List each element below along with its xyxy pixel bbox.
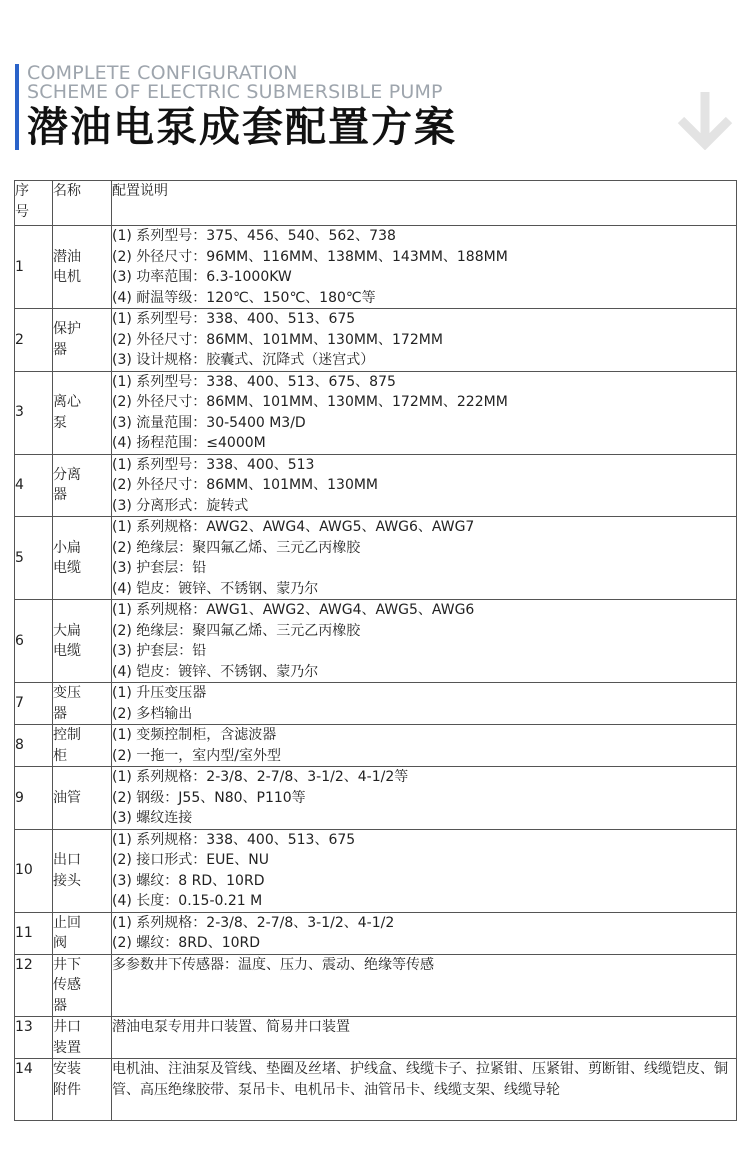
row-number: 9 [15,767,53,830]
row-name [53,454,112,517]
row-number: 3 [15,371,53,454]
table-row [15,371,737,454]
table-row [15,683,737,725]
row-name-text: 井口装置 [53,1019,81,1056]
config-item: (2) 一拖一，室内型/室外型 [112,747,281,764]
table-row [15,912,737,954]
config-item: (2) 外径尺寸：96MM、116MM、138MM、143MM、188MM [112,248,508,265]
config-item: (2) 多档输出 [112,705,193,722]
config-item: (3) 功率范围：6.3-1000KW [112,269,292,285]
row-number: 8 [15,725,53,767]
row-description [112,683,737,725]
config-item: (1) 系列型号：338、400、513、675、875 [112,373,396,390]
row-name [53,912,112,954]
config-item: (3) 螺纹连接 [112,810,193,826]
table-row [15,600,737,683]
accent-bar [15,64,19,150]
config-item: 多参数井下传感器：温度、压力、震动、绝缘等传感 [112,956,434,973]
table-row [15,309,737,372]
config-item: (1) 系列规格：2-3/8、2-7/8、3-1/2、4-1/2等 [112,769,409,785]
row-name [53,725,112,767]
table-row [15,954,737,1017]
config-item: (3) 螺纹：8 RD、10RD [112,872,265,889]
row-name-text: 控制柜 [53,727,81,764]
row-description [112,600,737,683]
row-number: 4 [15,454,53,517]
row-name-text: 油管 [53,789,81,806]
row-number: 10 [15,829,53,912]
row-name-text: 出口接头 [53,852,81,889]
row-number: 14 [15,1059,53,1121]
row-name-text: 分离器 [53,466,81,504]
row-description [112,767,737,830]
table-row [15,1017,737,1059]
config-item: (1) 系列规格：AWG1、AWG2、AWG4、AWG5、AWG6 [112,602,475,618]
table-row [15,767,737,830]
row-description [112,517,737,600]
config-item: (1) 系列型号：338、400、513 [112,456,315,473]
row-name [53,309,112,372]
table-row [15,829,737,912]
config-item: (2) 钢级：J55、N80、P110等 [112,789,306,806]
row-name-text: 保护器 [53,321,81,358]
row-name [53,829,112,912]
config-item: 潜油电泵专用井口装置、简易井口装置 [112,1019,350,1035]
row-name [53,600,112,683]
row-number: 13 [15,1017,53,1059]
table-row [15,1059,737,1121]
row-name [53,226,112,309]
table-row [15,725,737,767]
config-item: (2) 外径尺寸：86MM、101MM、130MM [112,477,379,493]
row-number: 5 [15,517,53,600]
header-name: 名称 [53,181,112,226]
header-no: 序号 [15,181,53,226]
config-item: (2) 绝缘层：聚四氟乙烯、三元乙丙橡胶 [112,539,361,556]
config-item: (4) 长度：0.15-0.21 M [112,893,263,909]
config-item: (2) 螺纹：8RD、10RD [112,935,261,951]
row-name-text: 井下传感器 [53,956,81,1014]
config-item: (4) 铠皮：镀锌、不锈钢、蒙乃尔 [112,580,319,597]
row-number: 2 [15,309,53,372]
row-number: 12 [15,954,53,1017]
config-item: (1) 升压变压器 [112,685,207,701]
row-description [112,309,737,372]
row-description [112,1017,737,1059]
row-name-text: 止回阀 [53,914,81,951]
config-item: (4) 耐温等级：120℃、150℃、180℃等 [112,289,376,306]
config-item: (4) 扬程范围：≤4000M [112,435,266,451]
config-item: (1) 系列规格：2-3/8、2-7/8、3-1/2、4-1/2 [112,914,395,931]
page-title: 潜油电泵成套配置方案 [27,103,457,151]
arrow-down-icon [677,90,733,150]
english-title-line1: COMPLETE CONFIGURATION [27,62,298,84]
row-description [112,226,737,309]
config-item: (2) 外径尺寸：86MM、101MM、130MM、172MM、222MM [112,394,508,410]
config-item: (3) 设计规格：胶囊式、沉降式（迷宫式） [112,352,375,368]
table-row [15,454,737,517]
config-item: (2) 外径尺寸：86MM、101MM、130MM、172MM [112,331,443,348]
config-item: (2) 接口形式：EUE、NU [112,852,269,868]
config-item: (3) 流量范围：30-5400 M3/D [112,414,306,431]
table-row [15,226,737,309]
config-item: (3) 护套层：铅 [112,560,207,576]
row-name [53,1017,112,1059]
row-description [112,1059,737,1121]
config-item: (4) 铠皮：镀锌、不锈钢、蒙乃尔 [112,663,319,680]
row-name [53,683,112,725]
row-name-text: 小扁电缆 [53,539,81,576]
row-description [112,454,737,517]
row-description [112,371,737,454]
row-name-text: 离心泵 [53,394,81,431]
row-description [112,954,737,1017]
row-name-text: 变压器 [53,685,81,722]
row-name-text: 安装附件 [53,1061,81,1098]
row-description [112,829,737,912]
row-name [53,1059,112,1121]
row-number: 7 [15,683,53,725]
config-item: 电机油、注油泵及管线、垫圈及丝堵、护线盒、线缆卡子、拉紧钳、压紧钳、剪断钳、线缆铠皮、铜管、高压绝缘胶带、泵吊卡、电机吊卡、油管吊卡、线缆支架、线缆导轮 [112,1061,728,1098]
row-description [112,725,737,767]
config-item: (1) 系列型号：375、456、540、562、738 [112,228,396,244]
row-name-text: 大扁电缆 [53,622,81,659]
config-table [14,180,737,1121]
table-row [15,517,737,600]
english-title [27,64,443,102]
row-name [53,517,112,600]
table-header-row [15,181,737,226]
row-number: 6 [15,600,53,683]
row-description [112,912,737,954]
config-item: (2) 绝缘层：聚四氟乙烯、三元乙丙橡胶 [112,622,361,639]
header-desc: 配置说明 [112,181,737,226]
config-item: (1) 系列规格：338、400、513、675 [112,831,356,848]
config-item: (3) 分离形式：旋转式 [112,497,249,514]
config-item: (3) 护套层：铅 [112,643,207,659]
row-name [53,767,112,830]
config-item: (1) 系列规格：AWG2、AWG4、AWG5、AWG6、AWG7 [112,519,475,535]
page-header [0,0,750,170]
english-title-line2: SCHEME OF ELECTRIC SUBMERSIBLE PUMP [27,81,443,103]
row-name [53,371,112,454]
row-name-text: 潜油电机 [53,248,81,285]
config-item: (1) 系列型号：338、400、513、675 [112,311,356,327]
row-number: 1 [15,226,53,309]
row-number: 11 [15,912,53,954]
row-name [53,954,112,1017]
config-item: (1) 变频控制柜，含滤波器 [112,727,277,743]
